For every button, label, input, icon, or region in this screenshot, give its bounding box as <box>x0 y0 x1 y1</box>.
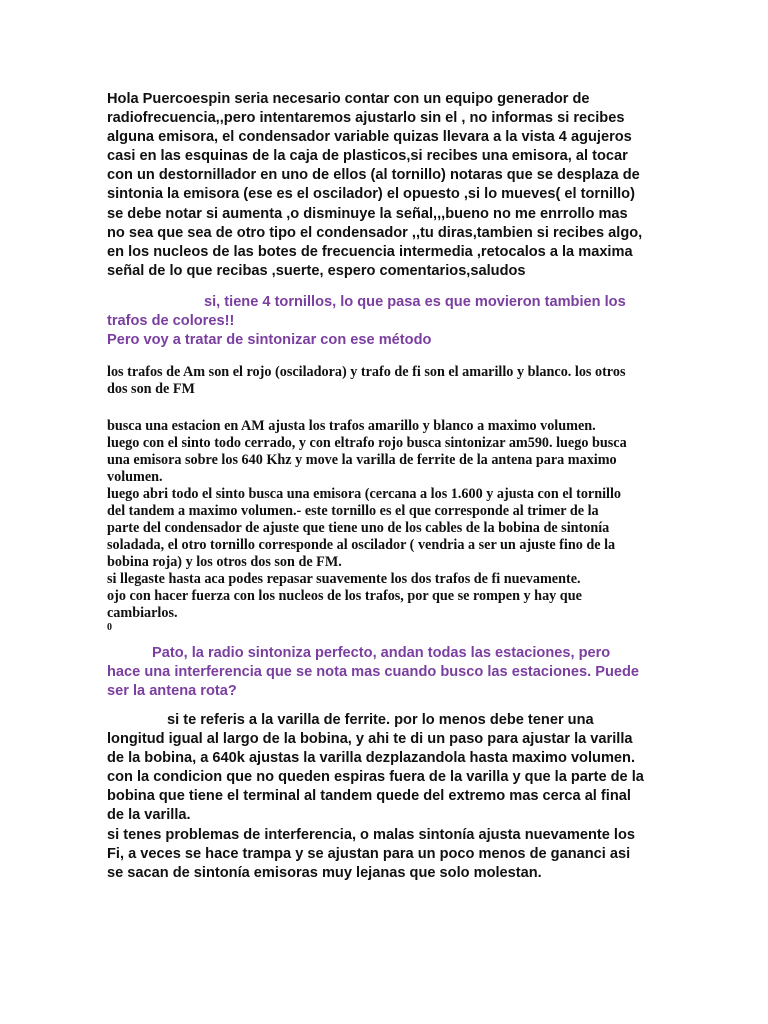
text-line: una emisora sobre los 640 Khz y move la varilla de ferrite de la antena para maximo <box>107 452 617 468</box>
text-line: parte del condensador de ajuste que tiene uno de los cables de la bobina de sintonía <box>107 520 610 536</box>
paragraph-purple-reply-1 <box>107 293 663 350</box>
text-line: luego abri todo el sinto busca una emisora (cercana a los 1.600 y ajusta con el tornillo <box>107 486 622 502</box>
text-line: cambiarlos. <box>107 605 178 621</box>
paragraph-adjust-instructions <box>107 418 663 634</box>
text-line: Hola Puercoespin seria necesario contar con un equipo generador de <box>107 91 590 107</box>
paragraph-opening-reply <box>107 90 663 281</box>
text-line: de la bobina, a 640k ajustas la varilla dezplazandola hasta maximo volumen. <box>107 750 636 767</box>
text-line: ojo con hacer fuerza con los nucleos de los trafos, por que se rompen y hay que <box>107 588 582 604</box>
text-line: volumen. <box>107 469 163 485</box>
text-line: si, tiene 4 tornillos, lo que pasa es que movieron tambien los <box>204 294 626 310</box>
text-line: Fi, a veces se hace trampa y se ajustan para un poco menos de gananci asi <box>107 845 631 862</box>
text-line: ser la antena rota? <box>107 683 237 700</box>
text-line: Pero voy a tratar de sintonizar con ese método <box>107 332 432 349</box>
text-line: si tenes problemas de interferencia, o malas sintonía ajusta nuevamente los <box>107 826 635 843</box>
text-line: no sea que sea de otro tipo el condensador ,,tu diras,tambien si recibes algo, <box>107 224 643 241</box>
text-line: busca una estacion en AM ajusta los trafos amarillo y blanco a maximo volumen. <box>107 418 596 434</box>
text-line: 0 <box>107 622 112 633</box>
text-line: se debe notar si aumenta ,o disminuye la señal,,,bueno no me enrrollo mas <box>107 205 628 222</box>
text-line: bobina que tiene el terminal al tandem quede del extremo mas cerca al final <box>107 788 631 805</box>
text-line: si te referis a la varilla de ferrite. por lo menos debe tener una <box>167 712 594 728</box>
text-line: señal de lo que recibas ,suerte, espero comentarios,saludos <box>107 262 526 279</box>
text-line: radiofrecuencia,,pero intentaremos ajustarlo sin el , no informas si recibes <box>107 110 625 127</box>
text-line: casi en las esquinas de la caja de plasticos,si recibes una emisora, al tocar <box>107 148 628 165</box>
text-line: luego con el sinto todo cerrado, y con eltrafo rojo busca sintonizar am590. luego busca <box>107 435 627 451</box>
text-line: Pato, la radio sintoniza perfecto, andan todas las estaciones, pero <box>152 645 611 661</box>
text-line: alguna emisora, el condensador variable quizas llevara a la vista 4 agujeros <box>107 129 632 146</box>
text-line: del tandem a maximo volumen.- este tornillo es el que corresponde al trimer de la <box>107 503 599 519</box>
text-line: los trafos de Am son el rojo (osciladora) y trafo de fi son el amarillo y blanco. los otros <box>107 364 626 380</box>
text-line: de la varilla. <box>107 807 191 824</box>
text-line: sintonia la emisora (ese es el oscilador) el opuesto ,si lo mueves( el tornillo) <box>107 186 635 203</box>
text-line: soladada, el otro tornillo corresponde al oscilador ( vendria a ser un ajuste fino de la <box>107 537 616 553</box>
text-line: bobina roja) y los otros dos son de FM. <box>107 554 342 570</box>
text-line: dos son de FM <box>107 381 195 397</box>
text-line: en los nucleos de las botes de frecuencia intermedia ,retocalos a la maxima <box>107 243 633 260</box>
text-line: con la condicion que no queden espiras fuera de la varilla y que la parte de la <box>107 769 644 786</box>
text-line: hace una interferencia que se nota mas cuando busco las estaciones. Puede <box>107 664 640 681</box>
text-line: longitud igual al largo de la bobina, y ahi te di un paso para ajustar la varilla <box>107 731 633 748</box>
paragraph-purple-reply-2 <box>107 644 663 701</box>
text-line: trafos de colores!! <box>107 313 235 330</box>
text-line: se sacan de sintonía emisoras muy lejanas que solo molestan. <box>107 864 542 881</box>
paragraph-ferrite-answer <box>107 711 663 883</box>
text-line: si llegaste hasta aca podes repasar suavemente los dos trafos de fi nuevamente. <box>107 571 581 587</box>
text-line: con un destornillador en uno de ellos (al tornillo) notaras que se desplaza de <box>107 167 640 184</box>
paragraph-trafos-info <box>107 364 663 398</box>
